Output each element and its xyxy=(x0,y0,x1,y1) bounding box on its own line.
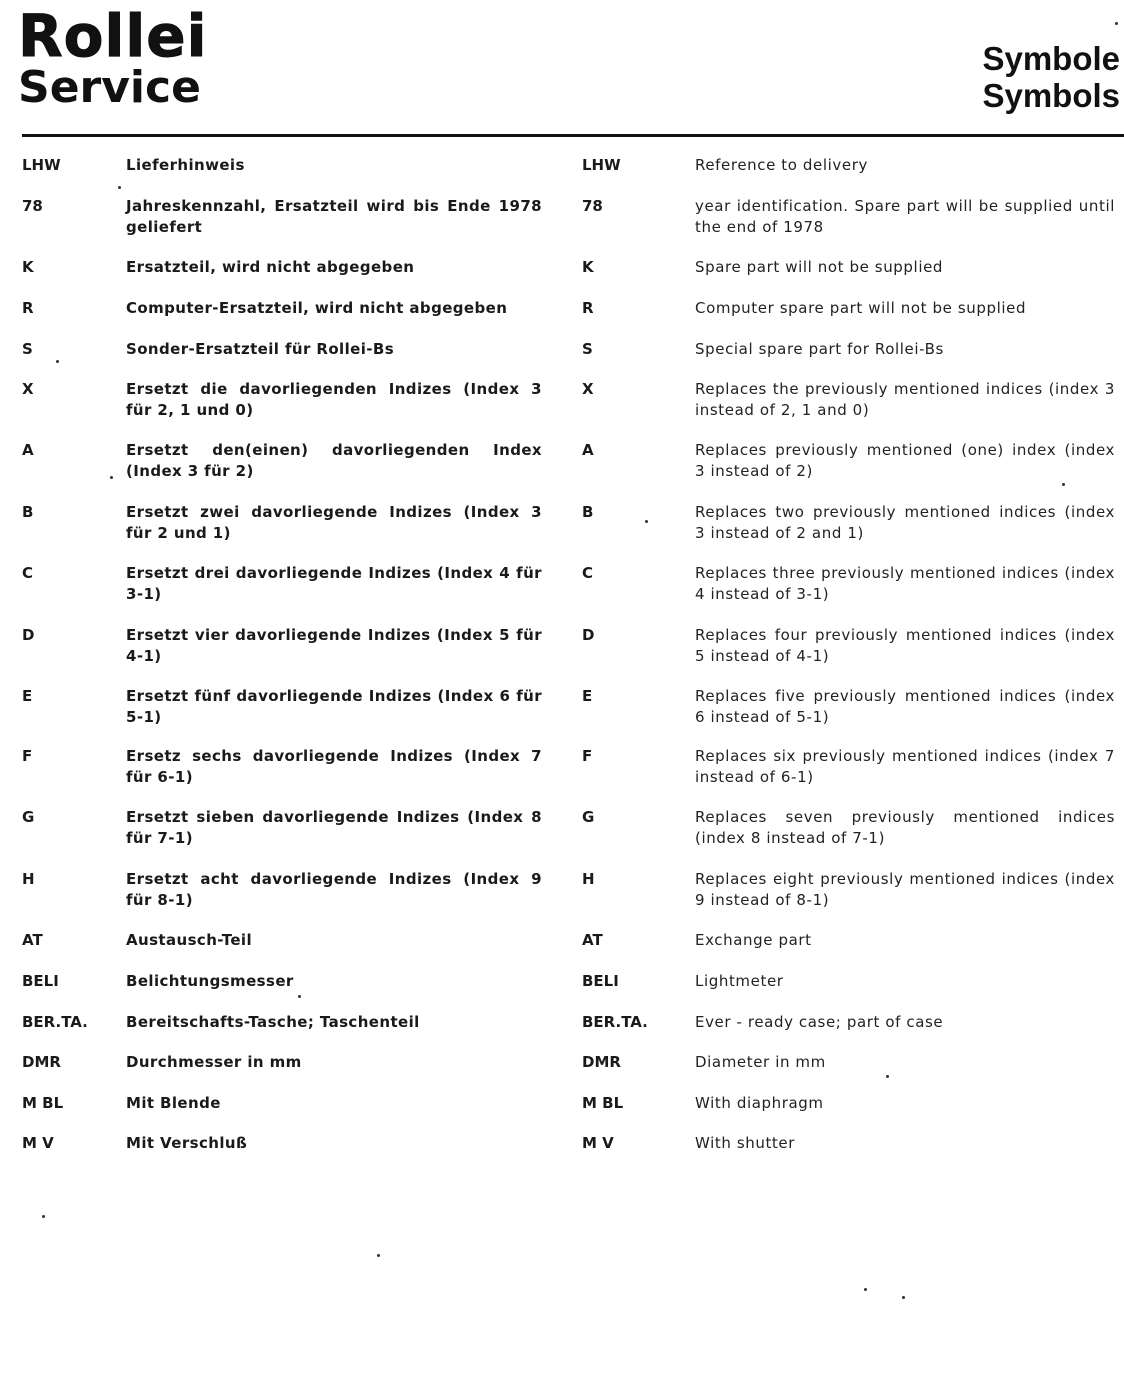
description-english: Replaces seven previously mentioned indices (index 8 instead of 7-1) xyxy=(695,808,1115,847)
description-english: Lightmeter xyxy=(695,972,784,990)
symbol-german: BER.TA. xyxy=(22,1013,88,1031)
symbol-german: F xyxy=(22,747,33,765)
description-english: Replaces the previously mentioned indices (index 3 instead of 2, 1 and 0) xyxy=(695,380,1115,419)
symbol-german: C xyxy=(22,564,34,582)
symbol-german: AT xyxy=(22,931,43,949)
description-english: Replaces two previously mentioned indices (index 3 instead of 2 and 1) xyxy=(695,503,1115,542)
description-german: Ersetzt acht davorliegende Indizes (Index 9 für 8-1) xyxy=(126,870,542,909)
symbol-english: AT xyxy=(582,931,603,949)
description-german: Jahreskennzahl, Ersatzteil wird bis Ende 1978 geliefert xyxy=(126,197,542,236)
description-german: Sonder-Ersatzteil für Rollei-Bs xyxy=(126,340,395,358)
symbol-english: D xyxy=(582,626,595,644)
description-german: Ersetz sechs davorliegende Indizes (Index 7 für 6-1) xyxy=(126,747,542,786)
symbol-german: LHW xyxy=(22,156,61,174)
description-german: Ersetzt sieben davorliegende Indizes (Index 8 für 7-1) xyxy=(126,808,542,847)
symbol-german: D xyxy=(22,626,35,644)
symbol-english: M V xyxy=(582,1134,614,1152)
symbol-german: H xyxy=(22,870,35,888)
symbol-english: M BL xyxy=(582,1094,624,1112)
symbol-german: K xyxy=(22,258,34,276)
description-english: Exchange part xyxy=(695,931,812,949)
symbol-english: K xyxy=(582,258,594,276)
description-english: Replaces five previously mentioned indices (index 6 instead of 5-1) xyxy=(695,687,1115,726)
symbol-english: LHW xyxy=(582,156,621,174)
symbol-german: G xyxy=(22,808,35,826)
symbol-english: BER.TA. xyxy=(582,1013,648,1031)
description-german: Ersatzteil, wird nicht abgegeben xyxy=(126,258,415,276)
description-german: Computer-Ersatzteil, wird nicht abgegeben xyxy=(126,299,508,317)
symbol-english: A xyxy=(582,441,594,459)
description-english: Ever - ready case; part of case xyxy=(695,1013,944,1031)
symbol-german: B xyxy=(22,503,34,521)
description-german: Ersetzt den(einen) davorliegenden Index (Index 3 für 2) xyxy=(126,441,542,480)
symbol-german: S xyxy=(22,340,33,358)
title-english: Symbols xyxy=(982,77,1120,114)
description-english: Diameter in mm xyxy=(695,1053,826,1071)
symbol-english: E xyxy=(582,687,593,705)
symbol-german: 78 xyxy=(22,197,43,215)
description-german: Belichtungsmesser xyxy=(126,972,294,990)
description-english: Replaces four previously mentioned indices (index 5 instead of 4-1) xyxy=(695,626,1115,665)
symbol-german: BELI xyxy=(22,972,59,990)
symbol-german: R xyxy=(22,299,34,317)
symbol-english: X xyxy=(582,380,594,398)
symbol-german: A xyxy=(22,441,34,459)
symbol-german: X xyxy=(22,380,34,398)
description-german: Ersetzt die davorliegenden Indizes (Index 3 für 2, 1 und 0) xyxy=(126,380,542,419)
description-english: With shutter xyxy=(695,1134,796,1152)
description-german: Mit Blende xyxy=(126,1094,221,1112)
symbol-german: DMR xyxy=(22,1053,61,1071)
description-german: Bereitschafts-Tasche; Taschenteil xyxy=(126,1013,420,1031)
description-german: Lieferhinweis xyxy=(126,156,245,174)
symbol-english: G xyxy=(582,808,595,826)
symbol-english: F xyxy=(582,747,593,765)
symbol-english: BELI xyxy=(582,972,619,990)
description-german: Durchmesser in mm xyxy=(126,1053,302,1071)
description-german: Ersetzt fünf davorliegende Indizes (Index 6 für 5-1) xyxy=(126,687,542,726)
brand-subtitle: Service xyxy=(18,62,201,113)
symbol-english: 78 xyxy=(582,197,603,215)
description-german: Ersetzt drei davorliegende Indizes (Index 4 für 3-1) xyxy=(126,564,542,603)
title-german: Symbole xyxy=(982,40,1120,77)
description-english: Replaces previously mentioned (one) index (index 3 instead of 2) xyxy=(695,441,1115,480)
description-german: Ersetzt vier davorliegende Indizes (Index 5 für 4-1) xyxy=(126,626,542,665)
symbol-german: E xyxy=(22,687,33,705)
symbol-english: B xyxy=(582,503,594,521)
description-english: Reference to delivery xyxy=(695,156,868,174)
description-german: Austausch-Teil xyxy=(126,931,253,949)
description-english: Spare part will not be supplied xyxy=(695,258,944,276)
description-english: Replaces eight previously mentioned indices (index 9 instead of 8-1) xyxy=(695,870,1115,909)
description-german: Ersetzt zwei davorliegende Indizes (Index 3 für 2 und 1) xyxy=(126,503,542,542)
description-english: With diaphragm xyxy=(695,1094,824,1112)
symbol-english: DMR xyxy=(582,1053,621,1071)
symbol-english: H xyxy=(582,870,595,888)
symbol-german: M V xyxy=(22,1134,54,1152)
description-german: Mit Verschluß xyxy=(126,1134,248,1152)
symbol-english: S xyxy=(582,340,593,358)
description-english: Special spare part for Rollei-Bs xyxy=(695,340,944,358)
symbol-german: M BL xyxy=(22,1094,64,1112)
description-english: year identification. Spare part will be supplied until the end of 1978 xyxy=(695,197,1115,236)
description-english: Replaces three previously mentioned indices (index 4 instead of 3-1) xyxy=(695,564,1115,603)
symbol-english: C xyxy=(582,564,594,582)
description-english: Computer spare part will not be supplied xyxy=(695,299,1027,317)
description-english: Replaces six previously mentioned indices (index 7 instead of 6-1) xyxy=(695,747,1115,786)
brand-name: Rollei xyxy=(18,2,208,70)
symbol-english: R xyxy=(582,299,594,317)
